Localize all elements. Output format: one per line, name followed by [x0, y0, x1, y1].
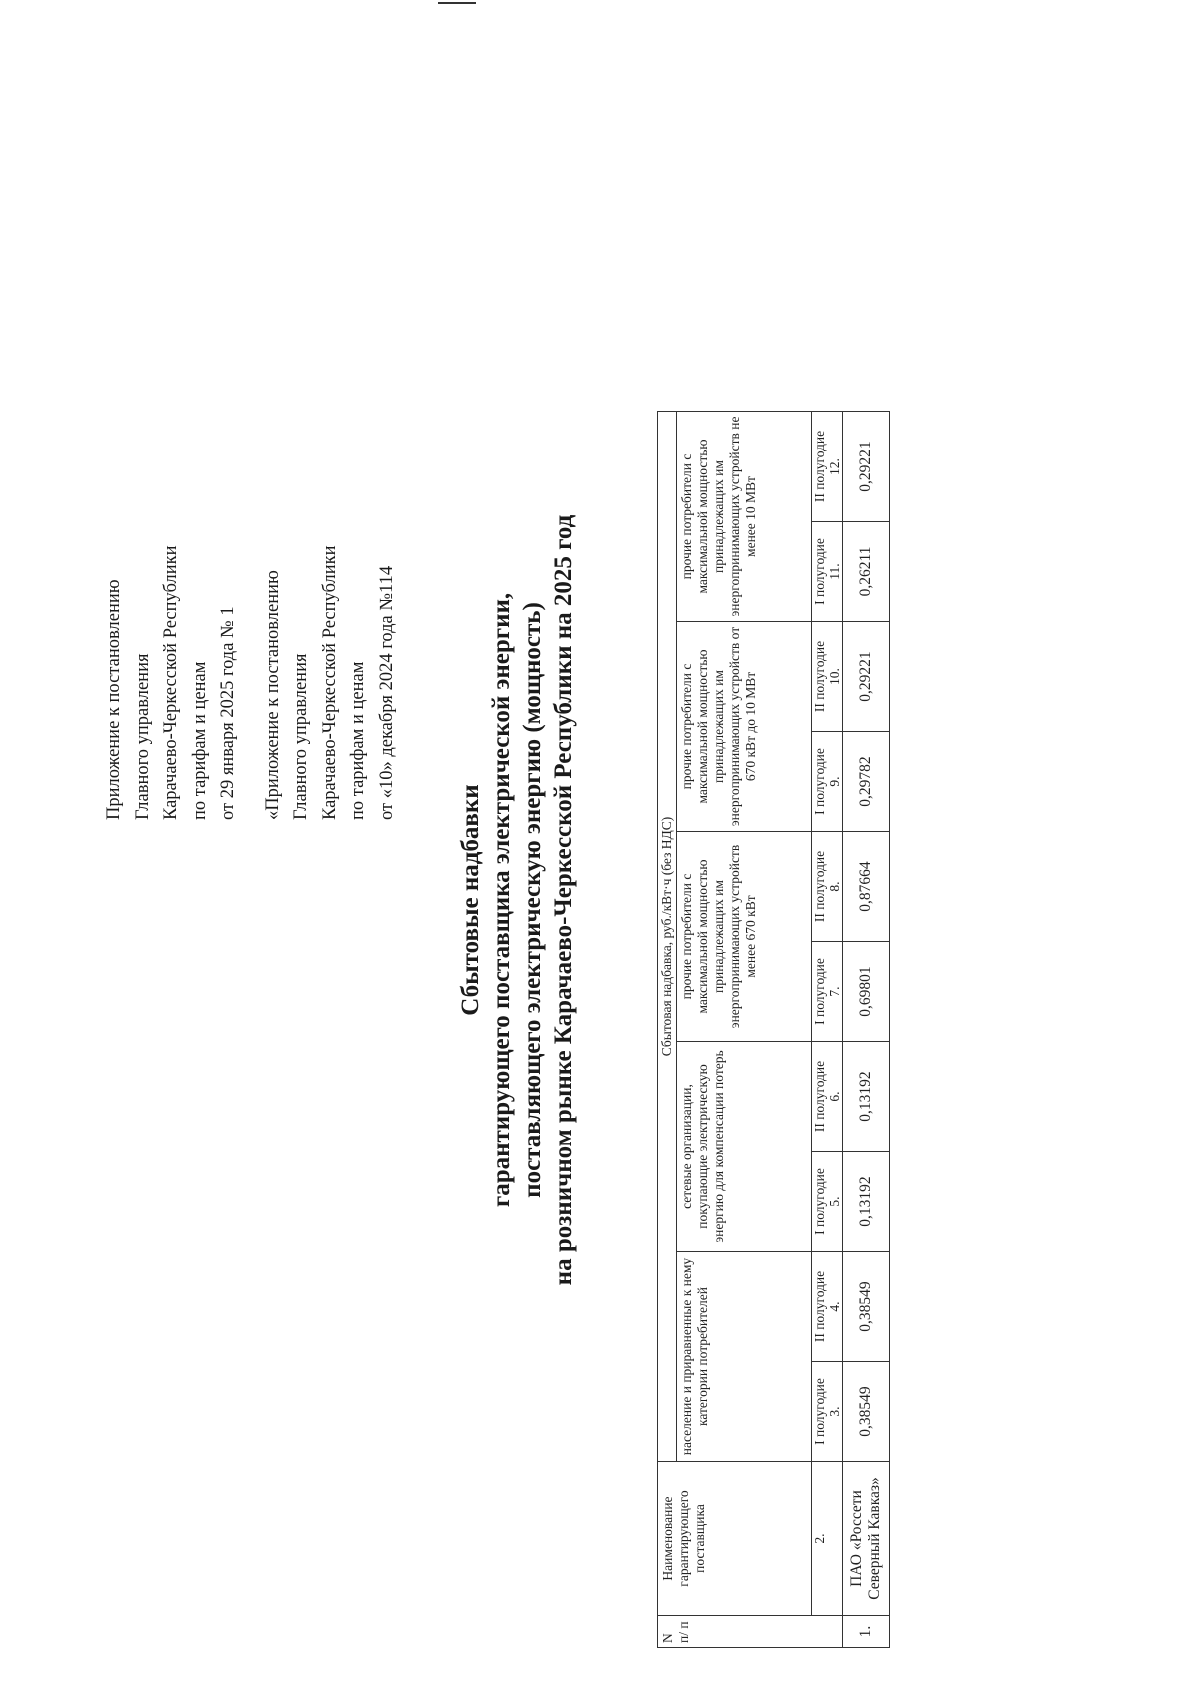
half-label: I полугодие [812, 958, 827, 1025]
half-label: II полугодие [812, 850, 827, 923]
period-cell [812, 832, 843, 942]
category-header: сетевые организации, покупающие электрическую энергию для компенсации потерь [677, 1042, 812, 1252]
period-cell [812, 1252, 843, 1362]
col-number: 7. [827, 986, 842, 997]
document-title [455, 240, 579, 1560]
half-label: II полугодие [812, 640, 827, 713]
approval-line: Приложение к постановлению [104, 579, 124, 820]
col-name-header: Наименование гарантирующего поставщика [658, 1462, 812, 1616]
col-number: 6. [827, 1091, 842, 1102]
value-cell: 0,26211 [843, 522, 890, 622]
value-cell: 0,38549 [843, 1362, 890, 1462]
period-cell [812, 522, 843, 622]
approval-line: от «10» декабря 2024 года №114 [376, 565, 397, 820]
category-header: население и приравненные к нему категории потребителей [677, 1252, 812, 1462]
col-number: 4. [827, 1301, 842, 1312]
approval-line: Главного управления [132, 653, 153, 820]
scan-mark [438, 2, 476, 4]
half-label: II полугодие [812, 1060, 827, 1133]
category-header: прочие потребители с максимальной мощностью принадлежащих им энергопринимающих устройств менее 670 кВт [677, 832, 812, 1042]
group-header: Сбытовая надбавка, руб./кВт·ч (без НДС) [658, 412, 677, 1462]
row-number: 1. [843, 1616, 890, 1648]
supplier-name: ПАО «Россети Северный Кавказ» [843, 1462, 890, 1616]
approval-line: Карачаево-Черкесской Республики [161, 545, 181, 820]
value-cell: 0,29221 [843, 412, 890, 522]
half-label: I полугодие [812, 1378, 827, 1445]
value-cell: 0,29782 [843, 732, 890, 832]
col-number: 2. [812, 1462, 843, 1616]
col-number: 10. [827, 668, 842, 685]
document-sheet [35, 40, 895, 1660]
value-cell: 0,38549 [843, 1252, 890, 1362]
approval-line: от 29 января 2025 года № 1 [218, 606, 238, 820]
col-number: 11. [827, 563, 842, 580]
period-cell [812, 1362, 843, 1462]
approval-block [100, 60, 401, 820]
period-cell [812, 732, 843, 832]
period-row [812, 412, 843, 1648]
half-label: II полугодие [812, 430, 827, 503]
title-line: Сбытовые надбавки [457, 784, 484, 1016]
value-cell: 0,13192 [843, 1042, 890, 1152]
col-number: 9. [827, 776, 842, 787]
title-line: гарантирующего поставщика электрической энергии, [488, 592, 515, 1208]
table-row [843, 412, 890, 1648]
value-cell: 0,29221 [843, 622, 890, 732]
approval-line: Карачаево-Черкесской Республики [319, 545, 340, 820]
title-line: на розничном рынке Карачаево-Черкесской Республики на 2025 год [550, 514, 577, 1286]
approval-gap [243, 60, 259, 820]
period-cell [812, 412, 843, 522]
category-header: прочие потребители с максимальной мощностью принадлежащих им энергопринимающих устройств не менее 10 МВт [677, 412, 812, 622]
title-line: поставляющего электрическую энергию (мощность) [519, 602, 546, 1198]
col-number: 8. [827, 881, 842, 892]
half-label: I полугодие [812, 1168, 827, 1235]
period-cell [812, 942, 843, 1042]
period-cell [812, 1152, 843, 1252]
approval-line: по тарифам и ценам [348, 661, 368, 820]
value-cell: 0,69801 [843, 942, 890, 1042]
approval-line: «Приложение к постановлению [262, 570, 283, 820]
period-cell [812, 1042, 843, 1152]
col-no-header: N п/ п [658, 1616, 843, 1648]
col-number: 12. [827, 458, 842, 475]
half-label: II полугодие [812, 1270, 827, 1343]
approval-line: по тарифам и ценам [189, 661, 210, 820]
tariff-table-wrap [657, 411, 890, 1648]
tariff-table [657, 411, 890, 1648]
category-header: прочие потребители с максимальной мощностью принадлежащих им энергопринимающих устройств от 670 кВт до 10 МВт [677, 622, 812, 832]
col-number: 5. [827, 1196, 842, 1207]
half-label: I полугодие [812, 748, 827, 815]
approval-line: Главного управления [291, 653, 311, 820]
period-cell [812, 622, 843, 732]
value-cell: 0,13192 [843, 1152, 890, 1252]
half-label: I полугодие [812, 538, 827, 605]
header-row [658, 412, 677, 1648]
col-number: 3. [827, 1406, 842, 1417]
value-cell: 0,87664 [843, 832, 890, 942]
